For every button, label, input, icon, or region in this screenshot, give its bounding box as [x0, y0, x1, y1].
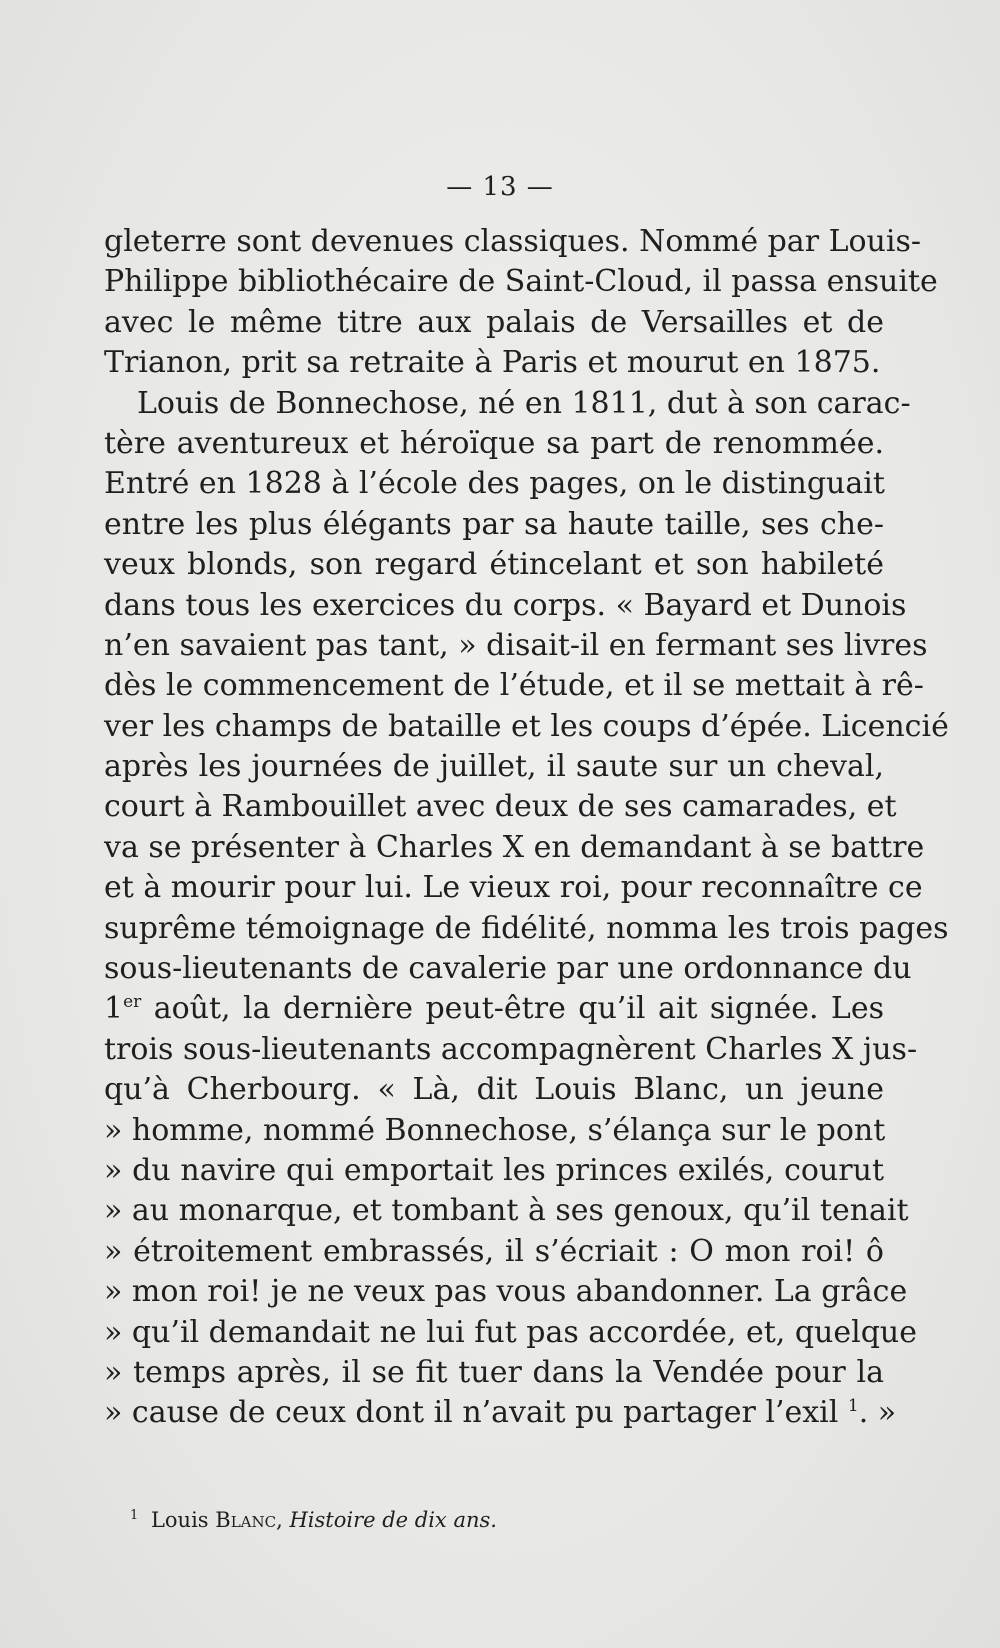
line-text: qu’à Cherbourg. « Là, dit Louis Blanc, un jeune: [104, 1072, 884, 1108]
footnote-marker: 1: [130, 1508, 139, 1523]
text-line: [104, 1030, 918, 1070]
line-text: » au monarque, et tombant à ses genoux, qu’il tenait: [104, 1193, 909, 1229]
line-text: suprême témoignage de fidélité, nomma les trois pages: [104, 910, 949, 946]
line-text: gleterre sont devenues classiques. Nommé par Louis-: [104, 224, 922, 259]
page-number: — 13 —: [446, 172, 554, 202]
line-text: n’en savaient pas tant, » disait-il en fermant ses livres: [104, 627, 928, 663]
line-text: court à Rambouillet avec deux de ses camarades, et: [104, 789, 897, 825]
text-line: [104, 222, 922, 262]
line-text: va se présenter à Charles X en demandant à se battre: [104, 829, 925, 865]
text-line: [104, 707, 949, 747]
text-line: [104, 384, 911, 424]
text-line: [104, 949, 912, 989]
text-line: [104, 343, 884, 383]
body-text: [104, 222, 949, 1434]
line-text: » du navire qui emportait les princes exilés, courut: [104, 1152, 884, 1188]
text-line: [104, 505, 884, 545]
line-text: août, la dernière peut-être qu’il ait signée. Les: [153, 991, 885, 1027]
text-line: [104, 1393, 897, 1433]
text-line: [104, 424, 884, 464]
text-line: [104, 747, 884, 787]
text-line: [104, 262, 938, 302]
text-line: [104, 1111, 884, 1151]
line-text: Entré en 1828 à l’école des pages, on le distinguait: [104, 466, 885, 502]
footnote-separator: ,: [276, 1508, 283, 1532]
text-line: [104, 989, 884, 1029]
text-line: [104, 545, 884, 585]
line-text: » étroitement embrassés, il s’écriait : O mon roi! ô: [104, 1233, 884, 1269]
text-line: [104, 1232, 884, 1272]
line-text: » cause de ceux dont il n’avait pu partager l’exil: [104, 1395, 839, 1431]
line-text: entre les plus élégants par sa haute taille, ses che-: [104, 506, 884, 542]
footnote-author-last: Blanc: [215, 1508, 277, 1532]
line-text: » homme, nommé Bonnechose, s’élança sur le pont: [104, 1112, 886, 1148]
text-line: [104, 868, 923, 908]
line-text: » qu’il demandait ne lui fut pas accordée, et, quelque: [104, 1314, 917, 1350]
text-line: [104, 1151, 884, 1191]
line-text: Trianon, prit sa retraite à Paris et mourut en 1875.: [104, 345, 881, 381]
footnote-reference: 1: [847, 1396, 859, 1417]
text-line: [104, 586, 907, 626]
line-text: » temps après, il se fit tuer dans la Vendée pour la: [104, 1354, 884, 1390]
text-line: [104, 1070, 884, 1110]
line-prefix: 1: [104, 991, 124, 1027]
line-prefix-superscript: er: [123, 992, 142, 1013]
line-text: après les journées de juillet, il saute sur un cheval,: [104, 749, 884, 785]
text-line: [104, 1353, 884, 1393]
text-line: [104, 787, 897, 827]
text-line: [104, 666, 924, 706]
text-line: [104, 303, 884, 343]
footnote-author-first: Louis: [150, 1508, 209, 1532]
line-text: dès le commencement de l’étude, et il se mettait à rê-: [104, 668, 924, 704]
footnote-work-title: Histoire de dix ans.: [289, 1508, 497, 1532]
text-line: [104, 1313, 917, 1353]
text-line: [104, 828, 925, 868]
text-line: [104, 1272, 908, 1312]
line-text: trois sous-lieutenants accompagnèrent Charles X jus-: [104, 1031, 918, 1067]
line-text: veux blonds, son regard étincelant et son habileté: [104, 547, 884, 583]
line-text: » mon roi! je ne veux pas vous abandonner. La grâce: [104, 1274, 908, 1310]
line-text: dans tous les exercices du corps. « Bayard et Dunois: [104, 587, 907, 623]
line-text: avec le même titre aux palais de Versailles et de: [104, 304, 884, 340]
text-line: [104, 626, 928, 666]
text-line: [104, 464, 884, 504]
line-text: et à mourir pour lui. Le vieux roi, pour reconnaître ce: [104, 870, 923, 906]
text-line: [104, 909, 949, 949]
line-text: sous-lieutenants de cavalerie par une ordonnance du: [104, 951, 912, 987]
line-text: Louis de Bonnechose, né en 1811, dut à son carac-: [137, 385, 911, 421]
line-suffix: . »: [858, 1395, 897, 1431]
text-line: [104, 1191, 909, 1231]
line-text: tère aventureux et héroïque sa part de renommée.: [104, 425, 884, 461]
line-text: ver les champs de bataille et les coups d’épée. Licencié: [104, 708, 949, 744]
line-text: Philippe bibliothécaire de Saint-Cloud, il passa ensuite: [104, 264, 938, 300]
footnote: [130, 1508, 497, 1532]
